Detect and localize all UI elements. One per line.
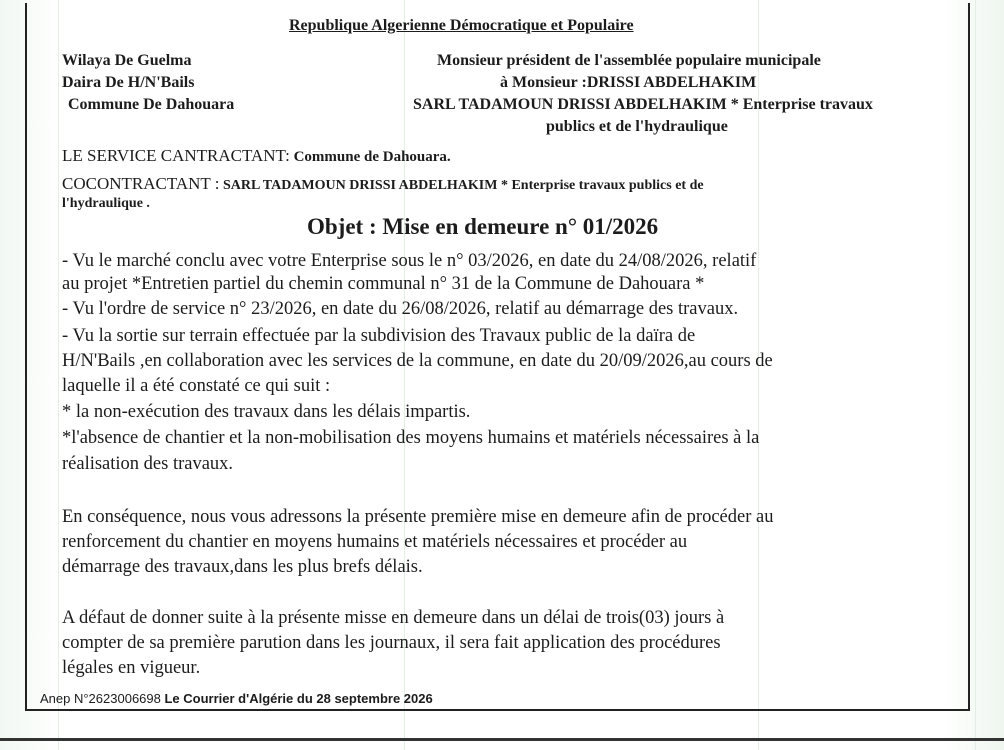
wilaya-line: Wilaya De Guelma	[62, 52, 192, 69]
service-contractant	[62, 146, 451, 166]
footer-reference	[40, 691, 433, 706]
defaut-line: A défaut de donner suite à la présente misse en demeure dans un délai de trois(03) jours à	[62, 608, 725, 628]
cocontractant-value-cont: l'hydraulique .	[62, 196, 150, 211]
cocontractant-value: SARL TADAMOUN DRISSI ABDELHAKIM * Enterprise travaux publics et de	[219, 178, 704, 193]
commune-line: Commune De Dahouara	[68, 96, 235, 113]
consequence-line: renforcement du chantier en moyens humains et matériels nécessaires et procéder au	[62, 532, 688, 552]
daira-line: Daira De H/N'Bails	[62, 74, 195, 91]
body-line: laquelle il a été constaté ce qui suit :	[62, 376, 331, 396]
cocontractant	[62, 174, 704, 194]
republic-title: Republique Algerienne Démocratique et Populaire	[289, 17, 634, 34]
service-value: Commune de Dahouara.	[289, 149, 451, 165]
body-line: - Vu la sortie sur terrain effectuée par la subdivision des Travaux public de la daïra de	[62, 326, 696, 346]
body-line: * la non-exécution des travaux dans les délais impartis.	[62, 402, 471, 422]
body-line: - Vu le marché conclu avec votre Enterprise sous le n° 03/2026, en date du 24/08/2026, relatif	[62, 251, 757, 271]
addressee-line: Monsieur président de l'assemblée populaire municipale	[437, 52, 821, 69]
consequence-line: En conséquence, nous vous adressons la présente première mise en demeure afin de procéder au	[62, 507, 774, 527]
addressee-company-cont: publics et de l'hydraulique	[546, 118, 728, 135]
journal-date: Le Courrier d'Algérie du 28 septembre 2026	[164, 691, 433, 706]
body-line: au projet *Entretien partiel du chemin communal n° 31 de la Commune de Dahouara *	[62, 274, 705, 294]
body-line: - Vu l'ordre de service n° 23/2026, en date du 26/08/2026, relatif au démarrage des travaux.	[62, 299, 739, 319]
defaut-line: légales en vigueur.	[62, 658, 201, 678]
defaut-line: compter de sa première parution dans les journaux, il sera fait application des procédures	[62, 633, 721, 653]
addressee-company: SARL TADAMOUN DRISSI ABDELHAKIM * Enterprise travaux	[413, 96, 873, 113]
bottom-rule	[0, 738, 1004, 741]
anep-number: Anep N°2623006698	[40, 691, 165, 706]
cocontractant-label: COCONTRACTANT :	[62, 174, 220, 193]
consequence-line: démarrage des travaux,dans les plus brefs délais.	[62, 557, 423, 577]
addressee-name: à Monsieur :DRISSI ABDELHAKIM	[500, 74, 757, 91]
service-label: LE SERVICE CANTRACTANT:	[62, 146, 290, 165]
body-line: réalisation des travaux.	[62, 454, 234, 474]
body-line: H/N'Bails ,en collaboration avec les services de la commune, en date du 20/09/2026,au cours de	[62, 351, 773, 371]
objet-title: Objet : Mise en demeure n° 01/2026	[307, 214, 659, 239]
scan-grid-line	[975, 0, 976, 750]
body-line: *l'absence de chantier et la non-mobilisation des moyens humains et matériels nécessaires à la	[62, 428, 760, 448]
